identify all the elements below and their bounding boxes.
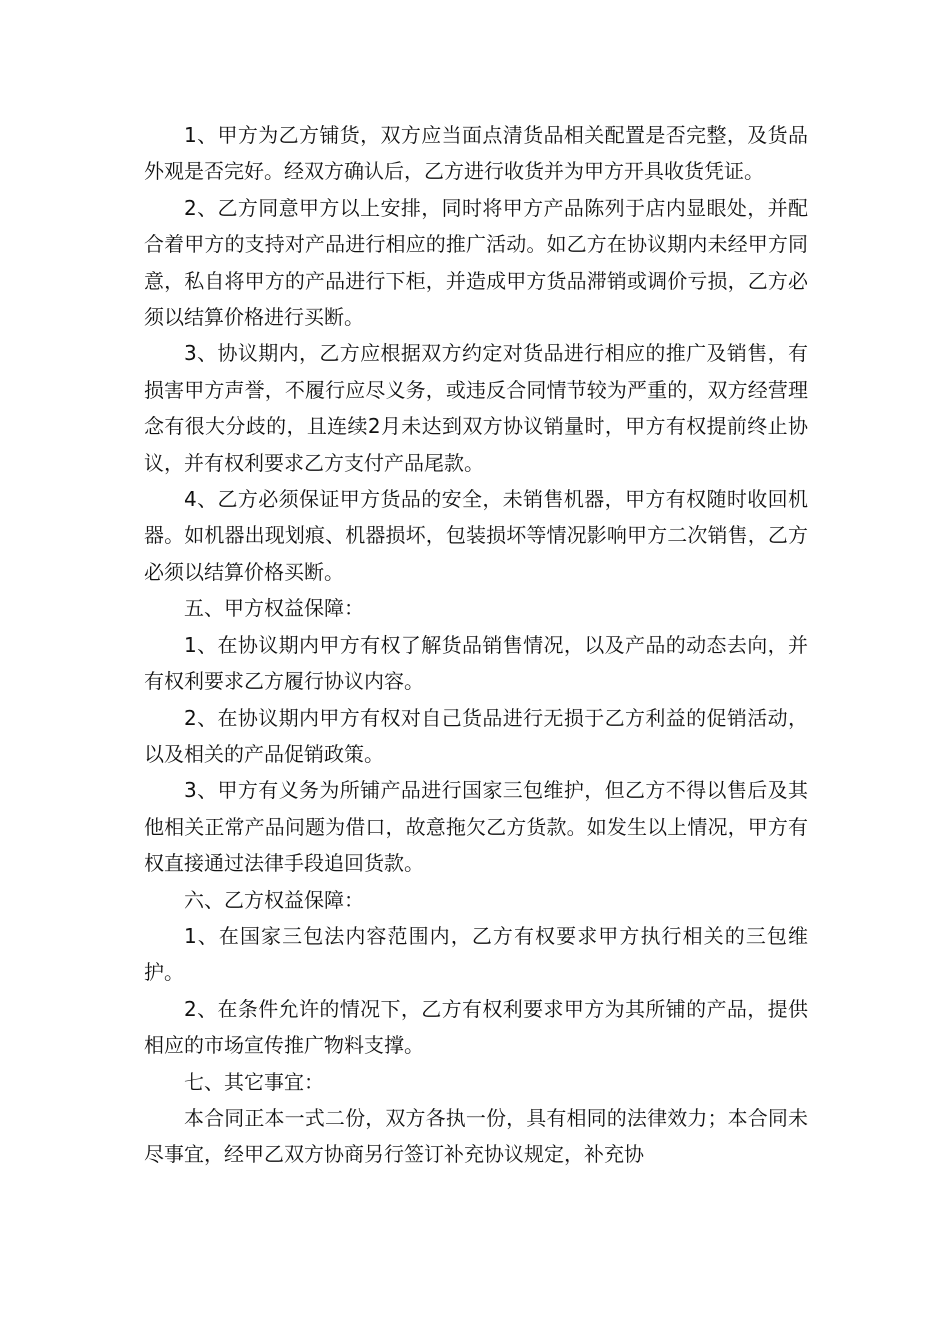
paragraph-clause-5-1: 1、在协议期内甲方有权了解货品销售情况，以及产品的动态去向，并有权利要求乙方履行协议内容。 bbox=[144, 632, 808, 694]
paragraph-clause-4-3: 3、协议期内，乙方应根据双方约定对货品进行相应的推广及销售，有损害甲方声誉，不履行应尽义务，或违反合同情节较为严重的，双方经营理念有很大分歧的，且连续2月未达到双方协议销量时，甲方有权提前终止协议，并有权利要求乙方支付产品尾款。 bbox=[144, 341, 808, 475]
document-body bbox=[144, 117, 808, 1173]
section-heading-party-b-rights: 六、乙方权益保障： bbox=[184, 887, 364, 912]
paragraph-clause-7-1: 本合同正本一式二份，双方各执一份，具有相同的法律效力；本合同未尽事宜，经甲乙双方协商另行签订补充协议规定，补充协 bbox=[144, 1105, 808, 1167]
paragraph-clause-4-1: 1、甲方为乙方铺货，双方应当面点清货品相关配置是否完整，及货品外观是否完好。经双方确认后，乙方进行收货并为甲方开具收货凭证。 bbox=[144, 123, 808, 184]
paragraph-clause-4-2: 2、乙方同意甲方以上安排，同时将甲方产品陈列于店内显眼处，并配合着甲方的支持对产品进行相应的推广活动。如乙方在协议期内未经甲方同意，私自将甲方的产品进行下柜，并造成甲方货品滞销或调价亏损，乙方必须以结算价格进行买断。 bbox=[144, 195, 808, 330]
paragraph-clause-6-1: 1、在国家三包法内容范围内，乙方有权要求甲方执行相关的三包维护。 bbox=[144, 923, 808, 985]
section-heading-party-a-rights: 五、甲方权益保障： bbox=[184, 596, 364, 621]
paragraph-clause-5-2: 2、在协议期内甲方有权对自己货品进行无损于乙方利益的促销活动，以及相关的产品促销政策。 bbox=[144, 705, 808, 766]
section-heading-other-matters: 七、其它事宜： bbox=[184, 1069, 324, 1094]
paragraph-clause-6-2: 2、在条件允许的情况下，乙方有权利要求甲方为其所铺的产品，提供相应的市场宣传推广物料支撑。 bbox=[144, 996, 808, 1058]
paragraph-clause-4-4: 4、乙方必须保证甲方货品的安全，未销售机器，甲方有权随时收回机器。如机器出现划痕、机器损坏，包装损坏等情况影响甲方二次销售，乙方必须以结算价格买断。 bbox=[144, 487, 808, 584]
paragraph-clause-5-3: 3、甲方有义务为所铺产品进行国家三包维护，但乙方不得以售后及其他相关正常产品问题为借口，故意拖欠乙方货款。如发生以上情况，甲方有权直接通过法律手段追回货款。 bbox=[144, 778, 808, 876]
